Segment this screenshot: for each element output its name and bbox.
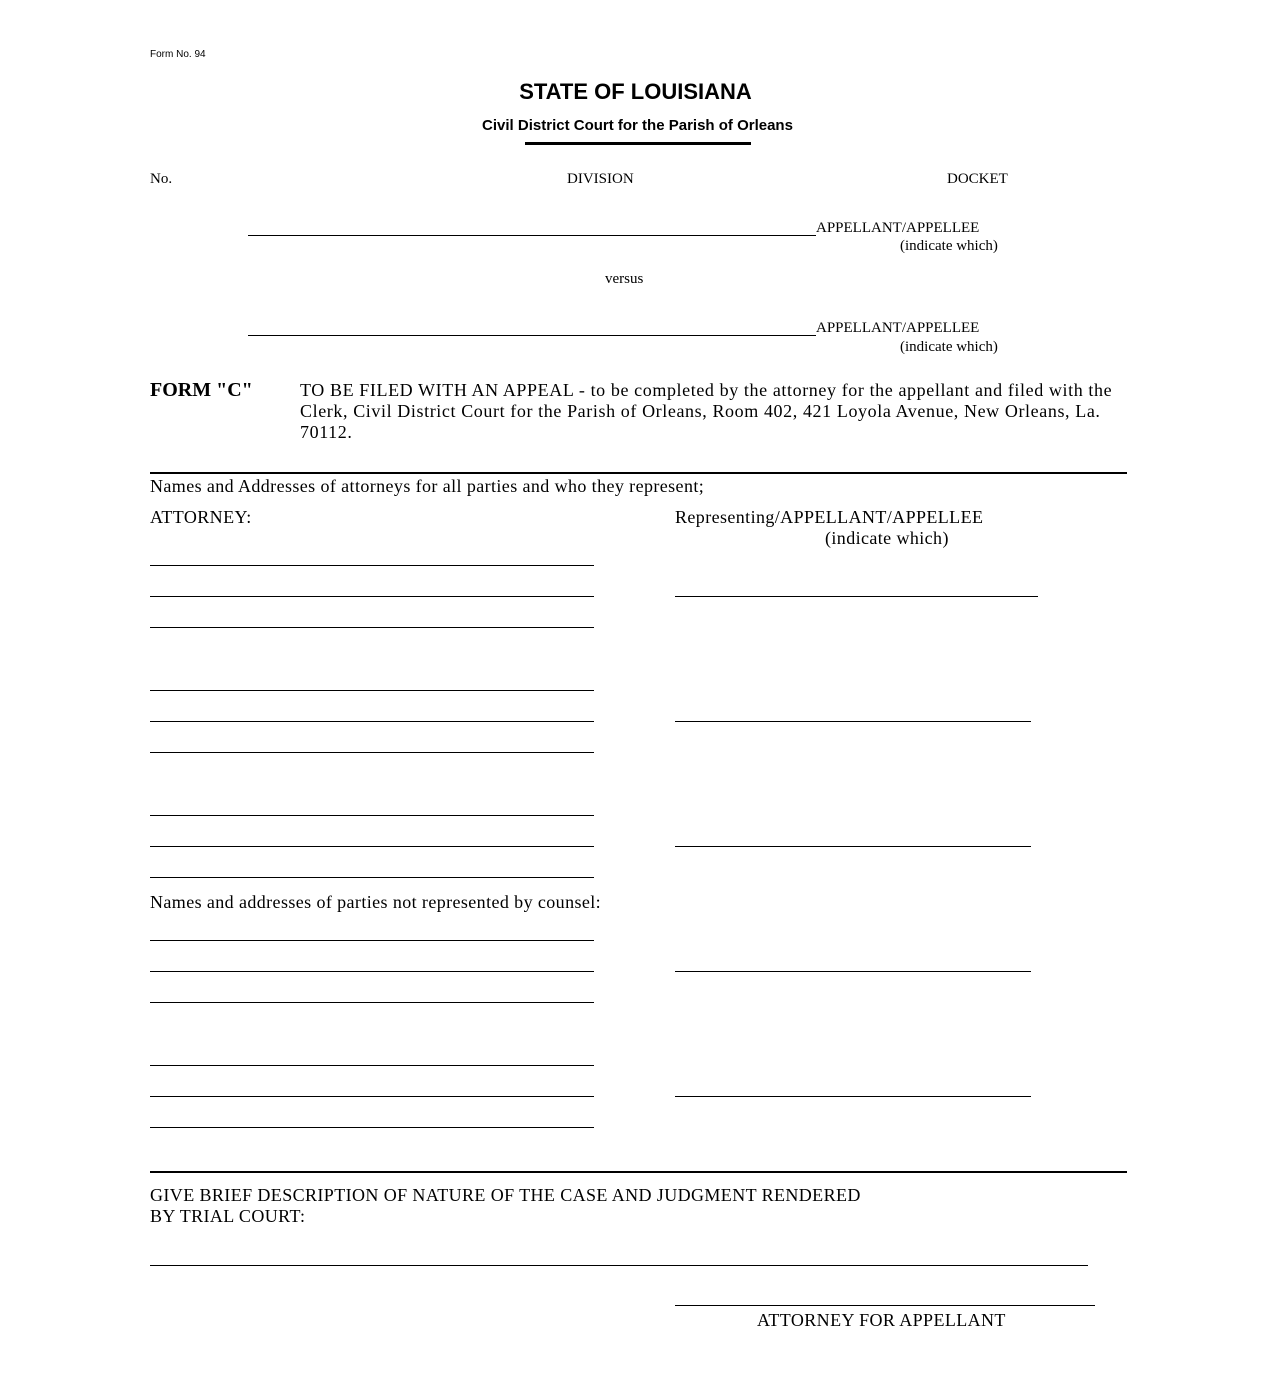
party-2-role-field[interactable] (675, 1096, 1031, 1097)
party-1-line-1[interactable] (150, 940, 594, 941)
section-divider (150, 1171, 1127, 1173)
attorney-1-line-2[interactable] (150, 596, 594, 597)
attorney-3-line-3[interactable] (150, 877, 594, 878)
description-heading-line-2: BY TRIAL COURT: (150, 1206, 306, 1226)
second-party-role-hint: (indicate which) (900, 339, 998, 355)
party-1-line-2[interactable] (150, 971, 594, 972)
attorney-3-line-1[interactable] (150, 815, 594, 816)
section-divider (150, 472, 1127, 474)
party-1-role-field[interactable] (675, 971, 1031, 972)
attorney-column-label: ATTORNEY: (150, 507, 252, 527)
attorneys-section-heading: Names and Addresses of attorneys for all parties and who they represent; (150, 476, 705, 496)
unrepresented-section-heading: Names and addresses of parties not represented by counsel: (150, 892, 602, 912)
court-name: Civil District Court for the Parish of Orleans (482, 117, 793, 134)
representing-column-label: Representing/APPELLANT/APPELLEE (675, 507, 984, 527)
attorney-2-line-1[interactable] (150, 690, 594, 691)
page-title: STATE OF LOUISIANA (519, 79, 752, 104)
attorney-2-representing-field[interactable] (675, 721, 1031, 722)
first-party-role-label: APPELLANT/APPELLEE (816, 220, 980, 236)
title-divider (525, 142, 751, 145)
versus-label: versus (605, 271, 644, 287)
second-party-name-field[interactable] (248, 335, 816, 336)
first-party-name-field[interactable] (248, 235, 816, 236)
form-number: Form No. 94 (150, 49, 206, 60)
case-number-label: No. (150, 171, 173, 187)
second-party-role-label: APPELLANT/APPELLEE (816, 320, 980, 336)
signature-label: ATTORNEY FOR APPELLANT (757, 1310, 1006, 1330)
first-party-role-hint: (indicate which) (900, 238, 998, 254)
form-c-instructions: TO BE FILED WITH AN APPEAL - to be completed by the attorney for the appellant and filed with the Clerk, Civil District Court for the Parish of Orleans, Room 402, 421 Loyola Avenue, New Orleans, La. 70112. (300, 380, 1113, 442)
party-2-line-2[interactable] (150, 1096, 594, 1097)
attorney-3-representing-field[interactable] (675, 846, 1031, 847)
attorney-3-line-2[interactable] (150, 846, 594, 847)
representing-column-hint: (indicate which) (825, 528, 949, 548)
party-2-line-3[interactable] (150, 1127, 594, 1128)
attorney-signature-field[interactable] (675, 1305, 1095, 1306)
attorney-1-line-3[interactable] (150, 627, 594, 628)
attorney-1-line-1[interactable] (150, 565, 594, 566)
form-c-label: FORM "C" (150, 379, 253, 401)
party-1-line-3[interactable] (150, 1002, 594, 1003)
attorney-1-representing-field[interactable] (675, 596, 1038, 597)
party-2-line-1[interactable] (150, 1065, 594, 1066)
case-description-field[interactable] (150, 1265, 1088, 1266)
description-heading-line-1: GIVE BRIEF DESCRIPTION OF NATURE OF THE CASE AND JUDGMENT RENDERED (150, 1185, 861, 1205)
attorney-2-line-2[interactable] (150, 721, 594, 722)
docket-label: DOCKET (947, 171, 1008, 187)
division-label: DIVISION (567, 171, 634, 187)
attorney-2-line-3[interactable] (150, 752, 594, 753)
